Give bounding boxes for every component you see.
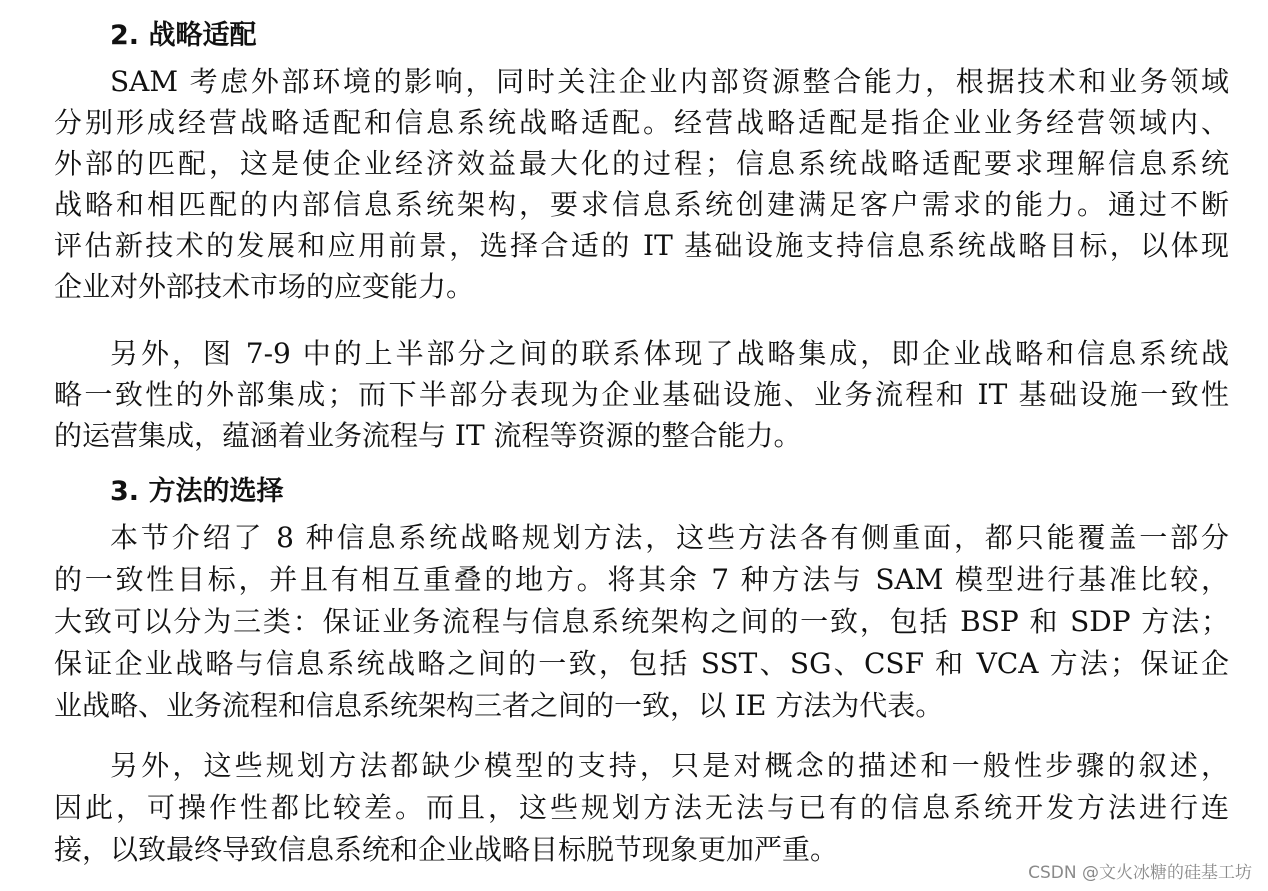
section-2-para-1-line: SAM 考虑外部环境的影响，同时关注企业内部资源整合能力，根据技术和业务领域 (110, 65, 1229, 98)
section-3-para-1-line: 保证企业战略与信息系统战略之间的一致，包括 SST、SG、CSF 和 VCA 方法；保证企 (54, 647, 1229, 680)
section-2-para-2-line: 另外，图 7-9 中的上半部分之间的联系体现了战略集成，即企业战略和信息系统战 (110, 337, 1229, 370)
section-2-para-1-line: 外部的匹配，这是使企业经济效益最大化的过程；信息系统战略适配要求理解信息系统 (54, 147, 1229, 180)
section-3-para-1-line: 的一致性目标，并且有相互重叠的地方。将其余 7 种方法与 SAM 模型进行基准比较， (54, 563, 1229, 596)
section-3-para-1-line: 大致可以分为三类：保证业务流程与信息系统架构之间的一致，包括 BSP 和 SDP 方法； (54, 605, 1229, 638)
section-3-heading: 3. 方法的选择 (110, 476, 284, 507)
csdn-watermark: CSDN @文火冰糖的硅基工坊 (1028, 863, 1252, 883)
section-2-para-1-line: 评估新技术的发展和应用前景，选择合适的 IT 基础设施支持信息系统战略目标，以体现 (54, 229, 1229, 262)
section-2-para-2-line: 的运营集成，蕴涵着业务流程与 IT 流程等资源的整合能力。 (54, 419, 802, 452)
section-2-heading: 2. 战略适配 (110, 20, 257, 51)
section-3-para-1-line: 业战略、业务流程和信息系统架构三者之间的一致，以 IE 方法为代表。 (54, 689, 944, 722)
section-2-para-1-line: 战略和相匹配的内部信息系统架构，要求信息系统创建满足客户需求的能力。通过不断 (54, 188, 1229, 221)
section-2-para-1-line: 企业对外部技术市场的应变能力。 (54, 270, 475, 303)
section-2-para-2-line: 略一致性的外部集成；而下半部分表现为企业基础设施、业务流程和 IT 基础设施一致性 (54, 378, 1229, 411)
section-3-para-2-line: 另外，这些规划方法都缺少模型的支持，只是对概念的描述和一般性步骤的叙述， (110, 749, 1229, 782)
section-3-para-2-line: 接，以致最终导致信息系统和企业战略目标脱节现象更加严重。 (54, 833, 839, 866)
section-3-para-1-line: 本节介绍了 8 种信息系统战略规划方法，这些方法各有侧重面，都只能覆盖一部分 (110, 521, 1229, 554)
section-3-para-2-line: 因此，可操作性都比较差。而且，这些规划方法无法与已有的信息系统开发方法进行连 (54, 791, 1229, 824)
section-2-para-1-line: 分别形成经营战略适配和信息系统战略适配。经营战略适配是指企业业务经营领域内、 (54, 106, 1229, 139)
